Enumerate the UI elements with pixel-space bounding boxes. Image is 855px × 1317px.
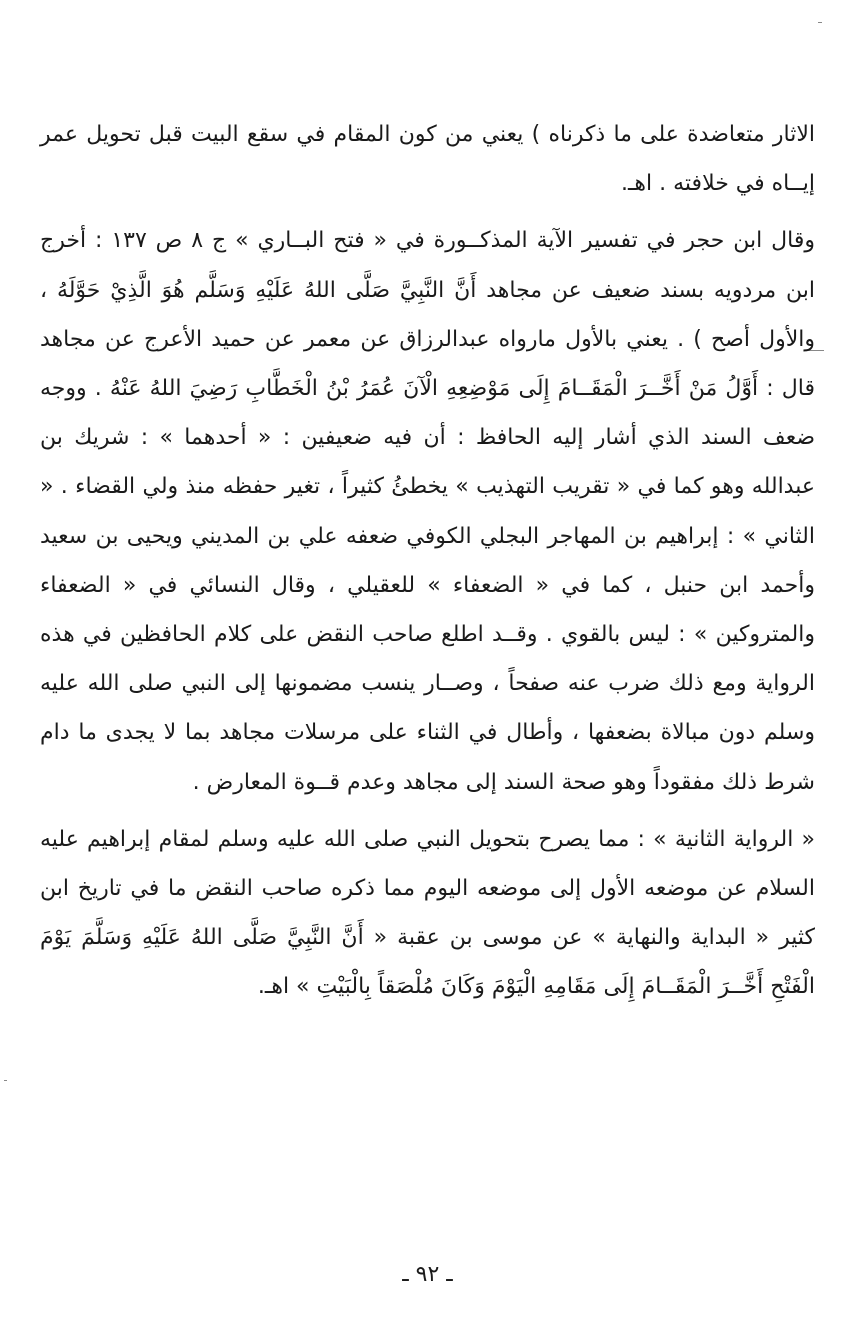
body-text: [40, 110, 815, 1020]
paragraph-1: الاثار متعاضدة على ما ذكرناه ) يعني من كون المقام في سقع البيت قبل تحويل عمر إيــاه في خلافته . اهـ.: [40, 122, 815, 197]
scan-speck: [818, 22, 822, 23]
page-number: ـ ٩٢ ـ: [402, 1262, 453, 1287]
paragraph-3: « الرواية الثانية » : مما يصرح بتحويل النبي صلى الله عليه وسلم لمقام إبراهيم عليه السلام عن موضعه الأول إلى موضعه اليوم مما ذكره صاحب النقض ما في تاريخ ابن كثير « البداية والنهاية » عن موسى بن عقبة « أَنَّ النَّبِيَّ صَلَّى اللهُ عَلَيْهِ وَسَلَّمَ يَوْمَ الْفَتْحِ أَخَّــرَ الْمَقَــامَ إِلَى مَقَامِهِ الْيَوْمَ وَكَانَ مُلْصَقاً بِالْبَيْتِ » اهـ.: [40, 826, 815, 1000]
paragraph-2: وقال ابن حجر في تفسير الآية المذكــورة في « فتح البــاري » ج ٨ ص ١٣٧ : أخرج ابن مردويه بسند ضعيف عن مجاهد أَنَّ النَّبِيَّ صَلَّى اللهُ عَلَيْهِ وَسَلَّم هُوَ الَّذِيْ حَوَّلَهُ ، والأول أصح ) . يعني بالأول مارواه عبدالرزاق عن معمر عن حميد الأعرج عن مجاهد قال : أَوَّلُ مَنْ أَخَّــرَ الْمَقَــامَ إِلَى مَوْضِعِهِ الْآنَ عُمَرُ بْنُ الْخَطَّابِ رَضِيَ اللهُ عَنْهُ . ووجه ضعف السند الذي أشار إليه الحافظ : أن فيه ضعيفين : « أحدهما » : شريك بن عبدالله وهو كما في « تقريب التهذيب » يخطئُ كثيراً ، تغير حفظه منذ ولي القضاء . « الثاني » : إبراهيم بن المهاجر البجلي الكوفي ضعفه علي بن المديني ويحيى بن سعيد وأحمد ابن حنبل ، كما في « الضعفاء » للعقيلي ، وقال النسائي في « الضعفاء والمتروكين » : ليس بالقوي . وقــد اطلع صاحب النقض على كلام الحافظين في هذه الرواية ومع ذلك ضرب عنه صفحاً ، وصــار ينسب مضمونها إلى النبي صلى الله عليه وسلم دون مبالاة بضعفها ، وأطال في الثناء على مرسلات مجاهد بما لا يجدى ما دام شرط ذلك مفقوداً وهو صحة السند إلى مجاهد وعدم قــوة المعارض .: [40, 228, 815, 795]
scan-speck: [4, 1080, 7, 1081]
